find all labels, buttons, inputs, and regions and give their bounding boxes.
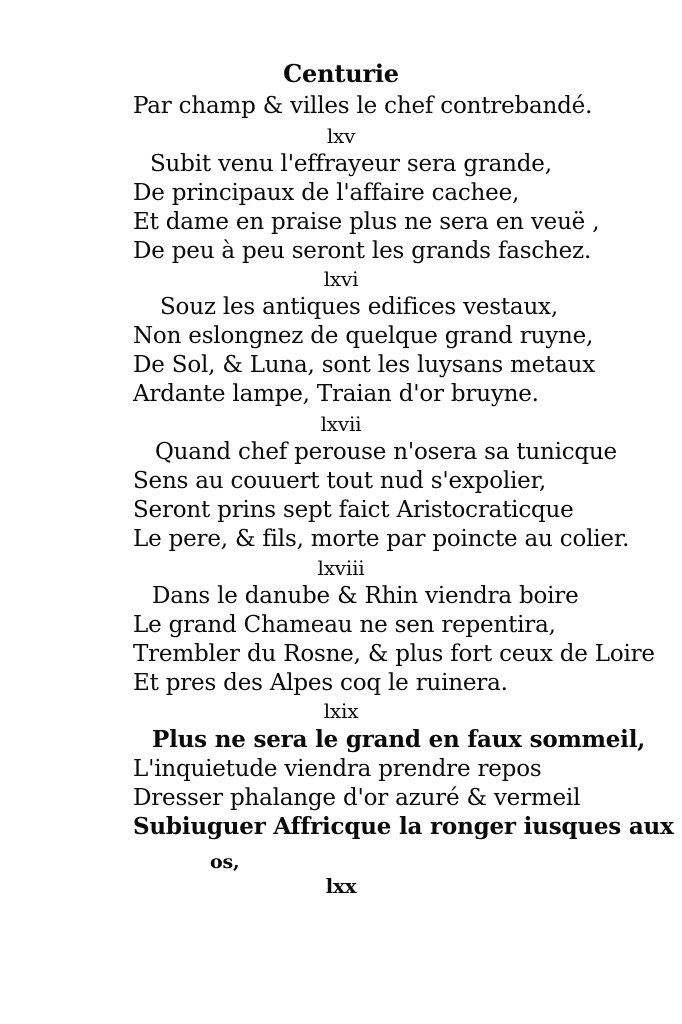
verse-line: Trembler du Rosne, & plus fort ceux de Loire — [133, 641, 655, 667]
quatrain-number: lxv — [326, 124, 356, 148]
verse-line: Subit venu l'effrayeur sera grande, — [150, 151, 552, 177]
verse-line: De principaux de l'affaire cachee, — [133, 180, 520, 206]
verse-line: De peu à peu seront les grands faschez. — [133, 238, 592, 264]
verse-turnover: os, — [210, 851, 240, 873]
verse-line: Le pere, & fils, morte par poincte au colier. — [133, 526, 630, 552]
verse-line: Seront prins sept faict Aristocraticque — [133, 497, 574, 523]
verse-line: L'inquietude viendra prendre repos — [133, 756, 542, 782]
quatrain-number: lxvii — [320, 412, 362, 436]
catchword: lxx — [325, 874, 357, 898]
verse-line: Et pres des Alpes coq le ruinera. — [133, 670, 508, 696]
verse-line: Sens au couuert tout nud s'expolier, — [133, 468, 546, 494]
verse-line: Subiuguer Affricque la ronger iusques aux — [133, 813, 674, 840]
verse-line: Souz les antiques edifices vestaux, — [160, 294, 558, 320]
verse-line: Plus ne sera le grand en faux sommeil, — [152, 726, 646, 753]
verse-line: Le grand Chameau ne sen repentira, — [133, 612, 556, 638]
verse-line: Et dame en praise plus ne sera en veuë , — [133, 209, 600, 235]
quatrain-number: lxix — [323, 699, 359, 723]
running-head: Centurie — [283, 59, 399, 88]
verse-line: Non eslongnez de quelque grand ruyne, — [133, 323, 594, 349]
quatrain-number: lxvi — [323, 267, 359, 291]
verse-line: Quand chef perouse n'osera sa tunicque — [155, 439, 617, 465]
verse-line: Dresser phalange d'or azuré & vermeil — [133, 785, 581, 811]
carryover-verse-line: Par champ & villes le chef contrebandé. — [133, 93, 593, 119]
verse-line: Dans le danube & Rhin viendra boire — [152, 583, 579, 609]
quatrain-number: lxviii — [317, 556, 365, 580]
verse-line: Ardante lampe, Traian d'or bruyne. — [133, 381, 539, 407]
verse-line: De Sol, & Luna, sont les luysans metaux — [133, 352, 596, 378]
